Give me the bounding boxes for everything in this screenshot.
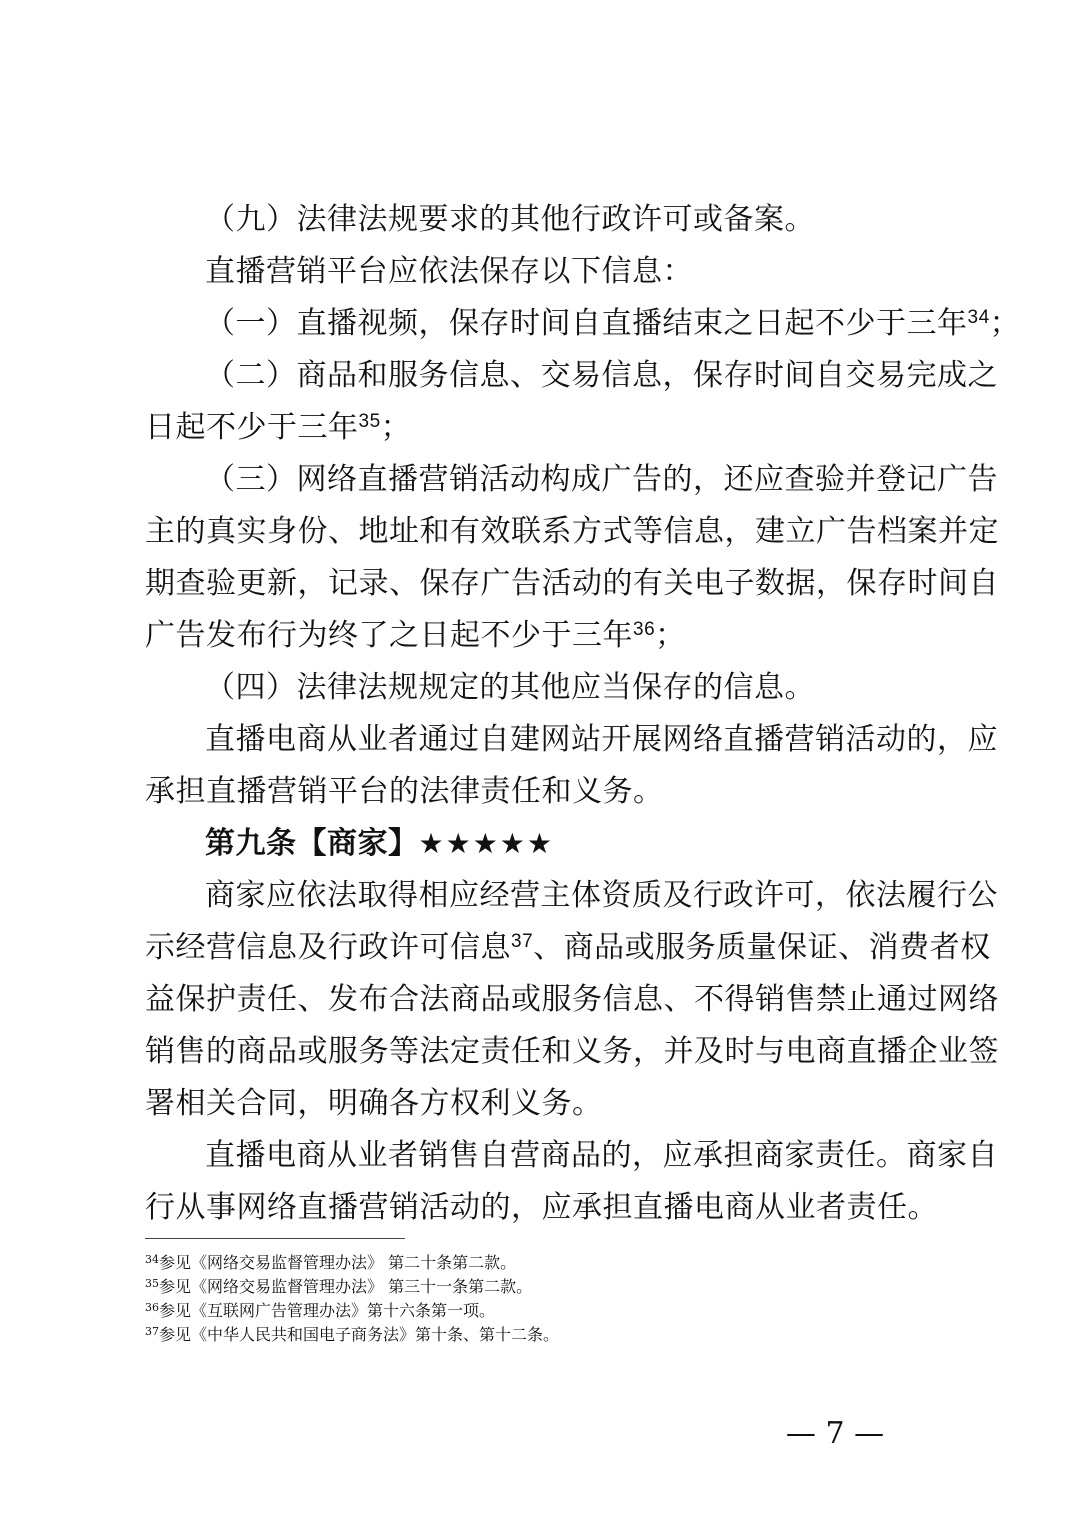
rating-stars: ★★★★★ [418, 827, 555, 860]
paragraph-line: 署相关合同，明确各方权利义务。 [145, 1086, 603, 1121]
paragraph-line: （三）网络直播营销活动构成广告的，还应查验并登记广告 [205, 462, 998, 497]
paragraph-line: （一）直播视频，保存时间自直播结束之日起不少于三年$^{34}$； [205, 306, 1021, 341]
paragraph-line: （四）法律法规规定的其他应当保存的信息。 [205, 670, 815, 705]
paragraph-line: （二）商品和服务信息、交易信息，保存时间自交易完成之 [205, 358, 998, 393]
footnote-ref: 35 [358, 411, 381, 432]
paragraph-line: 直播电商从业者通过自建网站开展网络直播营销活动的，应 [205, 722, 998, 757]
article-heading: 第九条【商家】★★★★★ [205, 826, 555, 861]
footnote: $^{34}$参见《网络交易监督管理办法》 第二十条第二款。 [145, 1253, 517, 1272]
paragraph-line: 直播电商从业者销售自营商品的，应承担商家责任。商家自 [205, 1138, 998, 1173]
paragraph-line: 承担直播营销平台的法律责任和义务。 [145, 774, 664, 809]
paragraph-line: 主的真实身份、地址和有效联系方式等信息，建立广告档案并定 [145, 514, 999, 549]
paragraph-line: 期查验更新，记录、保存广告活动的有关电子数据，保存时间自 [145, 566, 999, 601]
footnote-divider [145, 1238, 405, 1239]
paragraph-line: 行从事网络直播营销活动的，应承担直播电商从业者责任。 [145, 1190, 938, 1225]
footnote-ref: 34 [967, 307, 990, 328]
paragraph-line: 示经营信息及行政许可信息$^{37}$、商品或服务质量保证、消费者权 [145, 930, 991, 965]
paragraph-line: 广告发布行为终了之日起不少于三年$^{36}$； [145, 618, 686, 653]
paragraph-line: 销售的商品或服务等法定责任和义务，并及时与电商直播企业签 [145, 1034, 999, 1069]
paragraph-line: 日起不少于三年$^{35}$； [145, 410, 412, 445]
paragraph-line: （九）法律法规要求的其他行政许可或备案。 [205, 202, 815, 237]
paragraph-line: 商家应依法取得相应经营主体资质及行政许可，依法履行公 [205, 878, 998, 913]
footnote: $^{37}$参见《中华人民共和国电子商务法》第十条、第十二条。 [145, 1325, 560, 1344]
page-number: — 7 — [785, 1416, 885, 1451]
footnote-ref: 36 [633, 619, 656, 640]
footnote: $^{35}$参见《网络交易监督管理办法》 第三十一条第二款。 [145, 1277, 533, 1296]
paragraph-line: 直播营销平台应依法保存以下信息： [205, 254, 693, 289]
footnote-ref: 37 [511, 931, 534, 952]
footnote: $^{36}$参见《互联网广告管理办法》第十六条第一项。 [145, 1301, 496, 1320]
paragraph-line: 益保护责任、发布合法商品或服务信息、不得销售禁止通过网络 [145, 982, 999, 1017]
